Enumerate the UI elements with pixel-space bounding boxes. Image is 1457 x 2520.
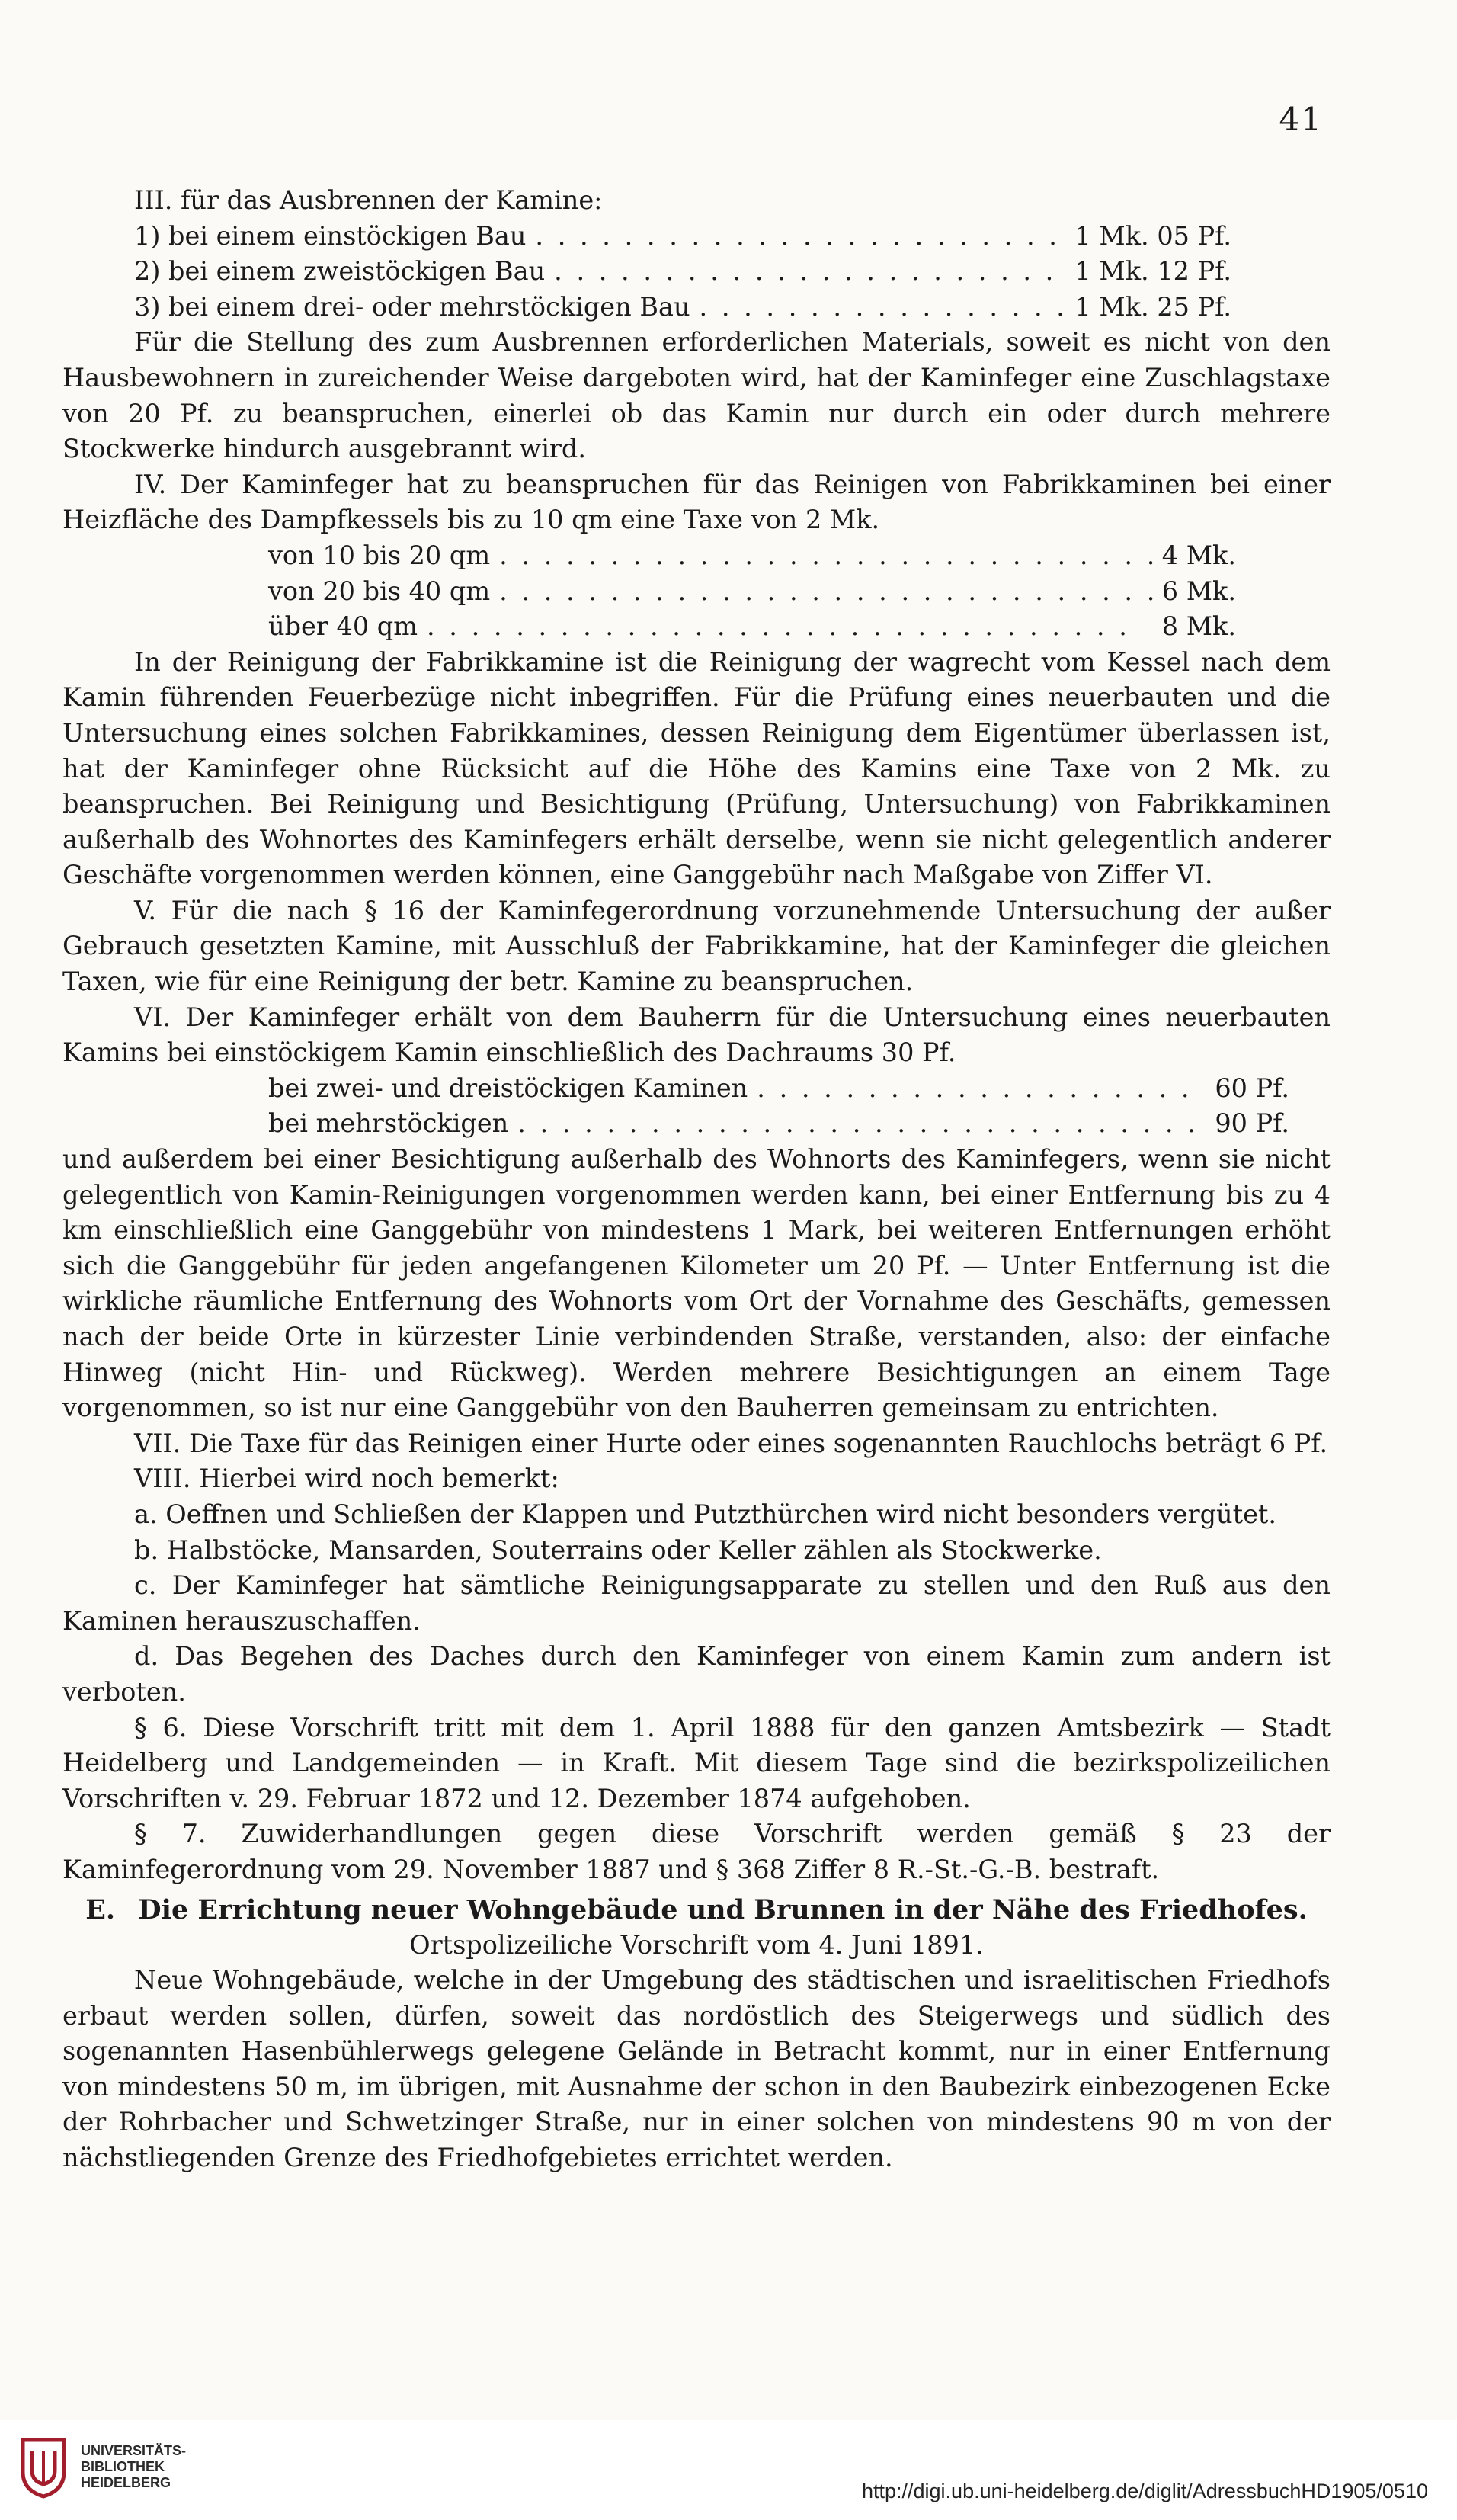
tariff-label: bei mehrstöckigen <box>268 1108 509 1139</box>
leader-dots <box>700 290 1066 325</box>
section-e-text: Neue Wohngebäude, welche in der Umgebung des städtischen und israelitischen Friedhofs erbaut werden sollen, dürfen, soweit das nordöstlich des Steigerwegs und südlich des sogenannten Hasenbühlerwegs gelegene Gelände in Betracht kommt, nur in einer Entfernung von mindestens 50 m, im übrigen, mit Ausnahme der schon in den Baubezirk einbezogenen Ecke der Rohrbacher und Schwetzinger Straße, nur in einer solchen von mindestens 90 m von der nächstliegenden Grenze des Friedhofgebietes errichtet werden. <box>62 1965 1331 2173</box>
section-iii-heading: III. für das Ausbrennen der Kamine: <box>134 185 603 215</box>
section-e-heading <box>62 1893 1331 1928</box>
library-logo-text <box>81 2443 186 2491</box>
section-viii <box>62 1461 1331 1710</box>
leader-dots <box>517 1106 1206 1142</box>
remark-b: b. Halbstöcke, Mansarden, Souterrains oder Keller zählen als Stockwerke. <box>134 1534 1102 1565</box>
tariff-amount: 90 Pf. <box>1215 1108 1289 1139</box>
section-iii-text: Für die Stellung des zum Ausbrennen erforderlichen Materials, soweit es nicht von den Hausbewohnern in zureichender Weise dargeboten wird, hat der Kaminfeger eine Zuschlagstaxe von 20 Pf. zu beanspruchen, einerlei ob das Kamin nur durch ein oder durch mehrere Stockwerke hindurch ausgebrannt wird. <box>62 327 1331 464</box>
tariff-label: 3) bei einem drei- oder mehrstöckigen Bau <box>134 291 690 322</box>
section-vi-intro-amount: 30 Pf. <box>881 1037 956 1068</box>
remark-d: d. Das Begehen des Daches durch den Kaminfeger von einem Kamin zum andern ist verboten. <box>62 1641 1331 1707</box>
tariff-row <box>134 254 1231 290</box>
section-iv <box>62 467 1331 893</box>
tariff-row <box>268 1071 1289 1107</box>
library-seal-icon <box>17 2434 70 2499</box>
source-url-link[interactable]: http://digi.ub.uni-heidelberg.de/diglit/AdressbuchHD1905/0510 <box>861 2480 1428 2502</box>
section-viii-heading: VIII. Hierbei wird noch bemerkt: <box>134 1464 559 1494</box>
logo-line: HEIDELBERG <box>81 2474 171 2490</box>
paragraph-7: § 7. Zuwiderhandlungen gegen diese Vorschrift werden gemäß § 23 der Kaminfegerordnung vom 29. November 1887 und § 368 Ziffer 8 R.-St.-G.-B. bestraft. <box>62 1819 1331 1884</box>
tariff-label: 2) bei einem zweistöckigen Bau <box>134 256 546 287</box>
section-vi-text: und außerdem bei einer Besichtigung außerhalb des Wohnorts des Kaminfegers, wenn sie nicht gelegentlich von Kamin-Reinigungen vorgenommen werden kann, bei einer Entfernung bis zu 4 km einschließlich eine Ganggebühr von mindestens 1 Mark, bei weiteren Entfernungen erhöht sich die Ganggebühr für jeden angefangenen Kilometer um 20 Pf. — Unter Entfernung ist die wirkliche räumliche Entfernung des Wohnorts vom Ort der Vornahme des Geschäfts, gemessen nach der beide Orte in kürzester Linie verbindenden Straße, verstanden, also: der einfache Hinweg (nicht Hin- und Rückweg). Werden mehrere Besichtigungen an einem Tage vorgenommen, so ist nur eine Ganggebühr von den Bauherren gemeinsam zu entrichten. <box>62 1144 1331 1423</box>
tariff-row <box>268 1106 1289 1142</box>
section-vii-text: VII. Die Taxe für das Reinigen einer Hurte oder eines sogenannten Rauchlochs beträgt 6 Pf. <box>134 1428 1328 1458</box>
section-vi-intro <box>62 1000 1331 1071</box>
section-iv-list <box>62 538 1236 645</box>
tariff-amount: 8 Mk. <box>1161 611 1236 642</box>
page-number: 41 <box>1279 101 1323 138</box>
tariff-label: über 40 qm <box>268 611 418 642</box>
tariff-label: von 20 bis 40 qm <box>268 575 491 606</box>
logo-line: UNIVERSITÄTS- <box>81 2442 187 2458</box>
leader-dots <box>499 538 1153 574</box>
tariff-label: bei zwei- und dreistöckigen Kaminen <box>268 1072 748 1103</box>
tariff-amount: 1 Mk. 25 Pf. <box>1074 291 1231 322</box>
section-e <box>62 1893 1331 2176</box>
tariff-amount: 4 Mk. <box>1161 540 1236 570</box>
tariff-row <box>134 219 1231 255</box>
tariff-amount: 60 Pf. <box>1215 1072 1289 1103</box>
section-vi-intro-text: VI. Der Kaminfeger erhält von dem Bauherrn für die Untersuchung eines neuerbauten Kamins bei einstöckigem Kamin einschließlich des Dachraums <box>62 1002 1331 1068</box>
tariff-label: von 10 bis 20 qm <box>268 540 491 570</box>
remark-c: c. Der Kaminfeger hat sämtliche Reinigungsapparate zu stellen und den Ruß aus den Kaminen herauszuschaffen. <box>62 1570 1331 1636</box>
section-iv-intro: IV. Der Kaminfeger hat zu beanspruchen für das Reinigen von Fabrikkaminen bei einer Heizfläche des Dampfkessels bis zu 10 qm eine Taxe von 2 Mk. <box>62 469 1331 535</box>
section-e-subtitle: Ortspolizeiliche Vorschrift vom 4. Juni 1891. <box>409 1929 984 1960</box>
section-vi-list <box>62 1071 1289 1142</box>
remark-a: a. Oeffnen und Schließen der Klappen und Putzthürchen wird nicht besonders vergütet. <box>134 1499 1277 1529</box>
library-logo <box>17 2434 186 2499</box>
leader-dots <box>757 1071 1206 1107</box>
tariff-label: 1) bei einem einstöckigen Bau <box>134 220 527 251</box>
section-iii <box>62 183 1331 467</box>
section-e-title: Die Errichtung neuer Wohngebäude und Brunnen in der Nähe des Friedhofes. <box>138 1893 1308 1925</box>
tariff-amount: 1 Mk. 05 Pf. <box>1074 220 1231 251</box>
tariff-amount: 1 Mk. 12 Pf. <box>1074 256 1231 287</box>
tariff-amount: 6 Mk. <box>1161 575 1236 606</box>
tariff-row <box>268 574 1236 610</box>
section-v-text: V. Für die nach § 16 der Kaminfegerordnung vorzunehmende Untersuchung der außer Gebrauch gesetzten Kamine, mit Ausschluß der Fabrikkamine, hat der Kaminfeger die gleichen Taxen, wie für eine Reinigung der betr. Kamine zu beanspruchen. <box>62 895 1331 997</box>
section-iii-list <box>62 219 1231 325</box>
logo-line: BIBLIOTHEK <box>81 2458 165 2474</box>
leader-dots <box>427 609 1153 645</box>
leader-dots <box>499 574 1153 610</box>
section-vi <box>62 1000 1331 1426</box>
tariff-row <box>268 538 1236 574</box>
section-iv-text: In der Reinigung der Fabrikkamine ist die Reinigung der wagrecht vom Kessel nach dem Kamin führenden Feuerbezüge nicht inbegriffen. Für die Prüfung eines neuerbauten und die Untersuchung eines solchen Fabrikkamines, dessen Reinigung dem Eigentümer überlassen ist, hat der Kaminfeger ohne Rücksicht auf die Höhe des Kamins eine Taxe von 2 Mk. zu beanspruchen. Bei Reinigung und Besichtigung (Prüfung, Untersuchung) von Fabrikkaminen außerhalb des Wohnortes des Kaminfegers erhält derselbe, wenn sie nicht gelegentlich anderer Geschäfte vorgenommen werden können, eine Ganggebühr nach Maßgabe von Ziffer VI. <box>62 646 1331 890</box>
page-body <box>62 183 1331 2176</box>
tariff-row <box>134 290 1231 325</box>
leader-dots <box>535 219 1065 255</box>
section-e-letter: E. <box>85 1893 116 1925</box>
leader-dots <box>554 254 1065 290</box>
paragraph-6: § 6. Diese Vorschrift tritt mit dem 1. April 1888 für den ganzen Amtsbezirk — Stadt Heidelberg und Landgemeinden — in Kraft. Mit diesem Tage sind die bezirkspolizeilichen Vorschriften v. 29. Februar 1872 und 12. Dezember 1874 aufgehoben. <box>62 1712 1331 1813</box>
tariff-row <box>268 609 1236 645</box>
footer-bar <box>0 2420 1457 2520</box>
